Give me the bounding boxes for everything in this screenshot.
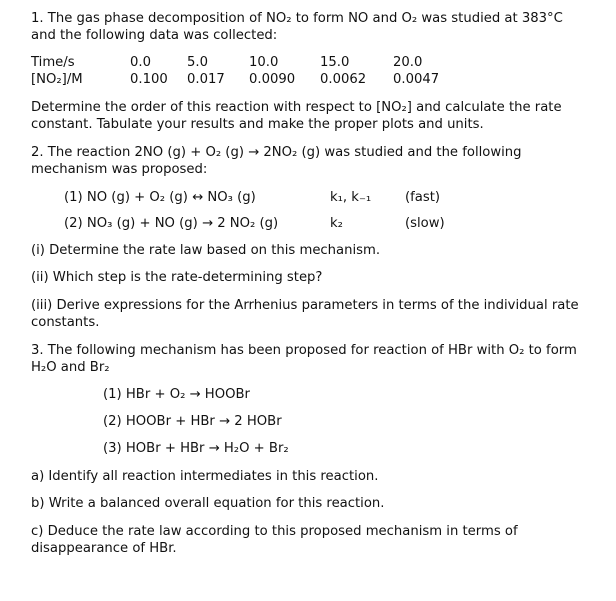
mechanism-step-reaction: (1) NO (g) + O₂ (g) ↔ NO₃ (g) <box>64 190 256 205</box>
mechanism-step-rate-constant: k₂ <box>330 216 343 231</box>
q3-statement-line1: 3. The following mechanism has been proposed for reaction of HBr with O₂ to form <box>31 343 577 358</box>
table-cell: 10.0 <box>249 55 279 70</box>
q3-part-c-line2: disappearance of HBr. <box>31 541 177 556</box>
table-cell: 0.0090 <box>249 72 296 87</box>
q3-part-c-line1: c) Deduce the rate law according to this proposed mechanism in terms of <box>31 524 518 539</box>
q3-part-b: b) Write a balanced overall equation for this reaction. <box>31 496 385 511</box>
q3-part-a: a) Identify all reaction intermediates in this reaction. <box>31 469 379 484</box>
mechanism-step: (2) HOOBr + HBr → 2 HOBr <box>103 414 282 429</box>
q1-task-line1: Determine the order of this reaction with respect to [NO₂] and calculate the rate <box>31 100 562 115</box>
mechanism-step-rate-constant: k₁, k₋₁ <box>330 190 372 205</box>
q2-statement-line1: 2. The reaction 2NO (g) + O₂ (g) → 2NO₂ (g) was studied and the following <box>31 145 522 160</box>
q2-part-ii: (ii) Which step is the rate-determining step? <box>31 270 323 285</box>
q2-part-iii-line2: constants. <box>31 315 100 330</box>
table-cell: 0.0 <box>130 55 151 70</box>
table-cell: 0.0062 <box>320 72 367 87</box>
table-header-time: Time/s <box>31 55 75 70</box>
q1-statement-line1: 1. The gas phase decomposition of NO₂ to form NO and O₂ was studied at 383°C <box>31 11 563 26</box>
q1-task-line2: constant. Tabulate your results and make the proper plots and units. <box>31 117 484 132</box>
q2-part-iii-line1: (iii) Derive expressions for the Arrhenius parameters in terms of the individual rate <box>31 298 579 313</box>
mechanism-step-reaction: (2) NO₃ (g) + NO (g) → 2 NO₂ (g) <box>64 216 279 231</box>
table-cell: 20.0 <box>393 55 423 70</box>
table-cell: 15.0 <box>320 55 350 70</box>
q1-statement-line2: and the following data was collected: <box>31 28 278 43</box>
mechanism-step: (3) HOBr + HBr → H₂O + Br₂ <box>103 441 289 456</box>
table-cell: 0.0047 <box>393 72 440 87</box>
mechanism-step-speed: (slow) <box>405 216 445 231</box>
table-cell: 5.0 <box>187 55 208 70</box>
table-cell: 0.100 <box>130 72 168 87</box>
mechanism-step: (1) HBr + O₂ → HOOBr <box>103 387 250 402</box>
table-cell: 0.017 <box>187 72 225 87</box>
table-header-concentration: [NO₂]/M <box>31 72 83 87</box>
mechanism-step-speed: (fast) <box>405 190 441 205</box>
q2-part-i: (i) Determine the rate law based on this mechanism. <box>31 243 381 258</box>
q2-statement-line2: mechanism was proposed: <box>31 162 208 177</box>
q3-statement-line2: H₂O and Br₂ <box>31 360 110 375</box>
